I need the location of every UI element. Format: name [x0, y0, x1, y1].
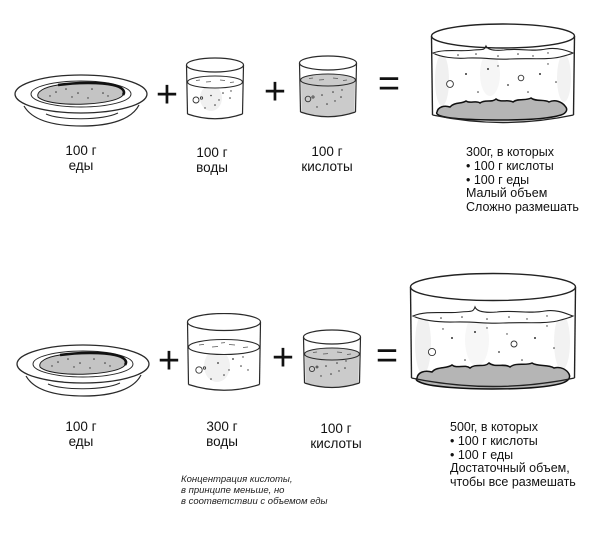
footnote-line: Концентрация кислоты, — [181, 474, 293, 485]
food-amount-label — [41, 143, 121, 173]
mix-result-text — [466, 146, 579, 215]
result-line: Достаточный объем, — [450, 461, 570, 476]
plus-operator: + — [263, 71, 287, 113]
result-line: • 100 г кислоты — [450, 433, 538, 448]
label-line: 100 г — [65, 143, 97, 158]
mix-container-icon — [407, 272, 579, 398]
water-amount-label — [182, 419, 262, 449]
label-line: воды — [206, 434, 238, 449]
acid-amount-label — [287, 144, 367, 174]
plate-of-food-icon — [10, 340, 160, 398]
label-line: кислоты — [301, 159, 353, 174]
label-line: 100 г — [196, 145, 228, 160]
label-line: еды — [68, 158, 94, 173]
footnote-line: в соответствии с объемом еды — [181, 496, 328, 507]
label-line: воды — [196, 160, 228, 175]
footnote-line: в принципе меньше, но — [181, 485, 285, 496]
plus-operator: + — [155, 74, 179, 116]
acid-concentration-footnote — [181, 474, 328, 507]
result-line: • 100 г еды — [450, 447, 514, 462]
label-line: 300 г — [206, 419, 238, 434]
food-amount-label — [41, 419, 121, 449]
result-line: 500г, в которых — [450, 420, 538, 434]
result-line: • 100 г еды — [466, 172, 530, 187]
water-glass-icon — [184, 57, 246, 123]
result-line: 300г, в которых — [466, 145, 554, 159]
label-line: 100 г — [311, 144, 343, 159]
water-glass-icon — [185, 313, 263, 396]
acid-glass-icon — [301, 329, 363, 392]
result-line: Сложно размешать — [466, 200, 579, 215]
mix-container-icon — [428, 22, 578, 132]
label-line: 100 г — [320, 421, 352, 436]
acid-amount-label — [296, 421, 376, 451]
result-line: чтобы все размешать — [450, 475, 576, 490]
equals-operator: = — [375, 335, 399, 377]
label-line: кислоты — [310, 436, 362, 451]
water-amount-label — [172, 145, 252, 175]
plus-operator: + — [271, 337, 295, 379]
label-line: 100 г — [65, 419, 97, 434]
plus-operator: + — [157, 340, 181, 382]
result-line: Малый объем — [466, 186, 548, 201]
equals-operator: = — [377, 63, 401, 105]
mix-result-text — [450, 421, 576, 490]
plate-of-food-icon — [8, 70, 158, 128]
result-line: • 100 г кислоты — [466, 158, 554, 173]
label-line: еды — [68, 434, 94, 449]
acid-glass-icon — [297, 55, 359, 121]
